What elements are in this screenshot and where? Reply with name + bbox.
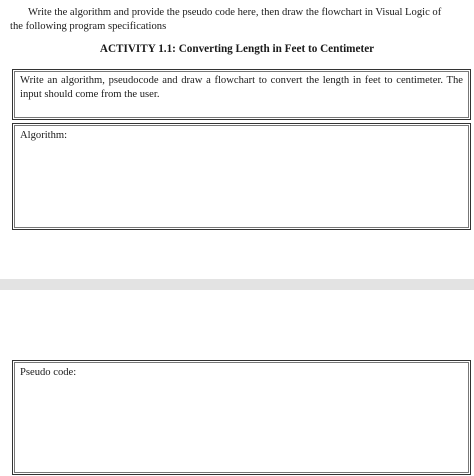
problem-statement-box	[12, 69, 471, 120]
page-break-separator	[0, 279, 474, 290]
pseudocode-label: Pseudo code:	[20, 367, 77, 378]
problem-statement-text: Write an algorithm, pseudocode and draw a flowchart to convert the length in feet to centimeter. The input should come from the user.	[20, 75, 463, 100]
pseudocode-answer-box[interactable]	[12, 360, 471, 475]
algorithm-label: Algorithm:	[20, 130, 68, 141]
algorithm-answer-box[interactable]	[12, 123, 471, 230]
instructions-paragraph: Write the algorithm and provide the pseudo code here, then draw the flowchart in Visual Logic of the following program specifications	[10, 7, 442, 32]
activity-title: ACTIVITY 1.1: Converting Length in Feet to Centimeter	[99, 43, 375, 55]
